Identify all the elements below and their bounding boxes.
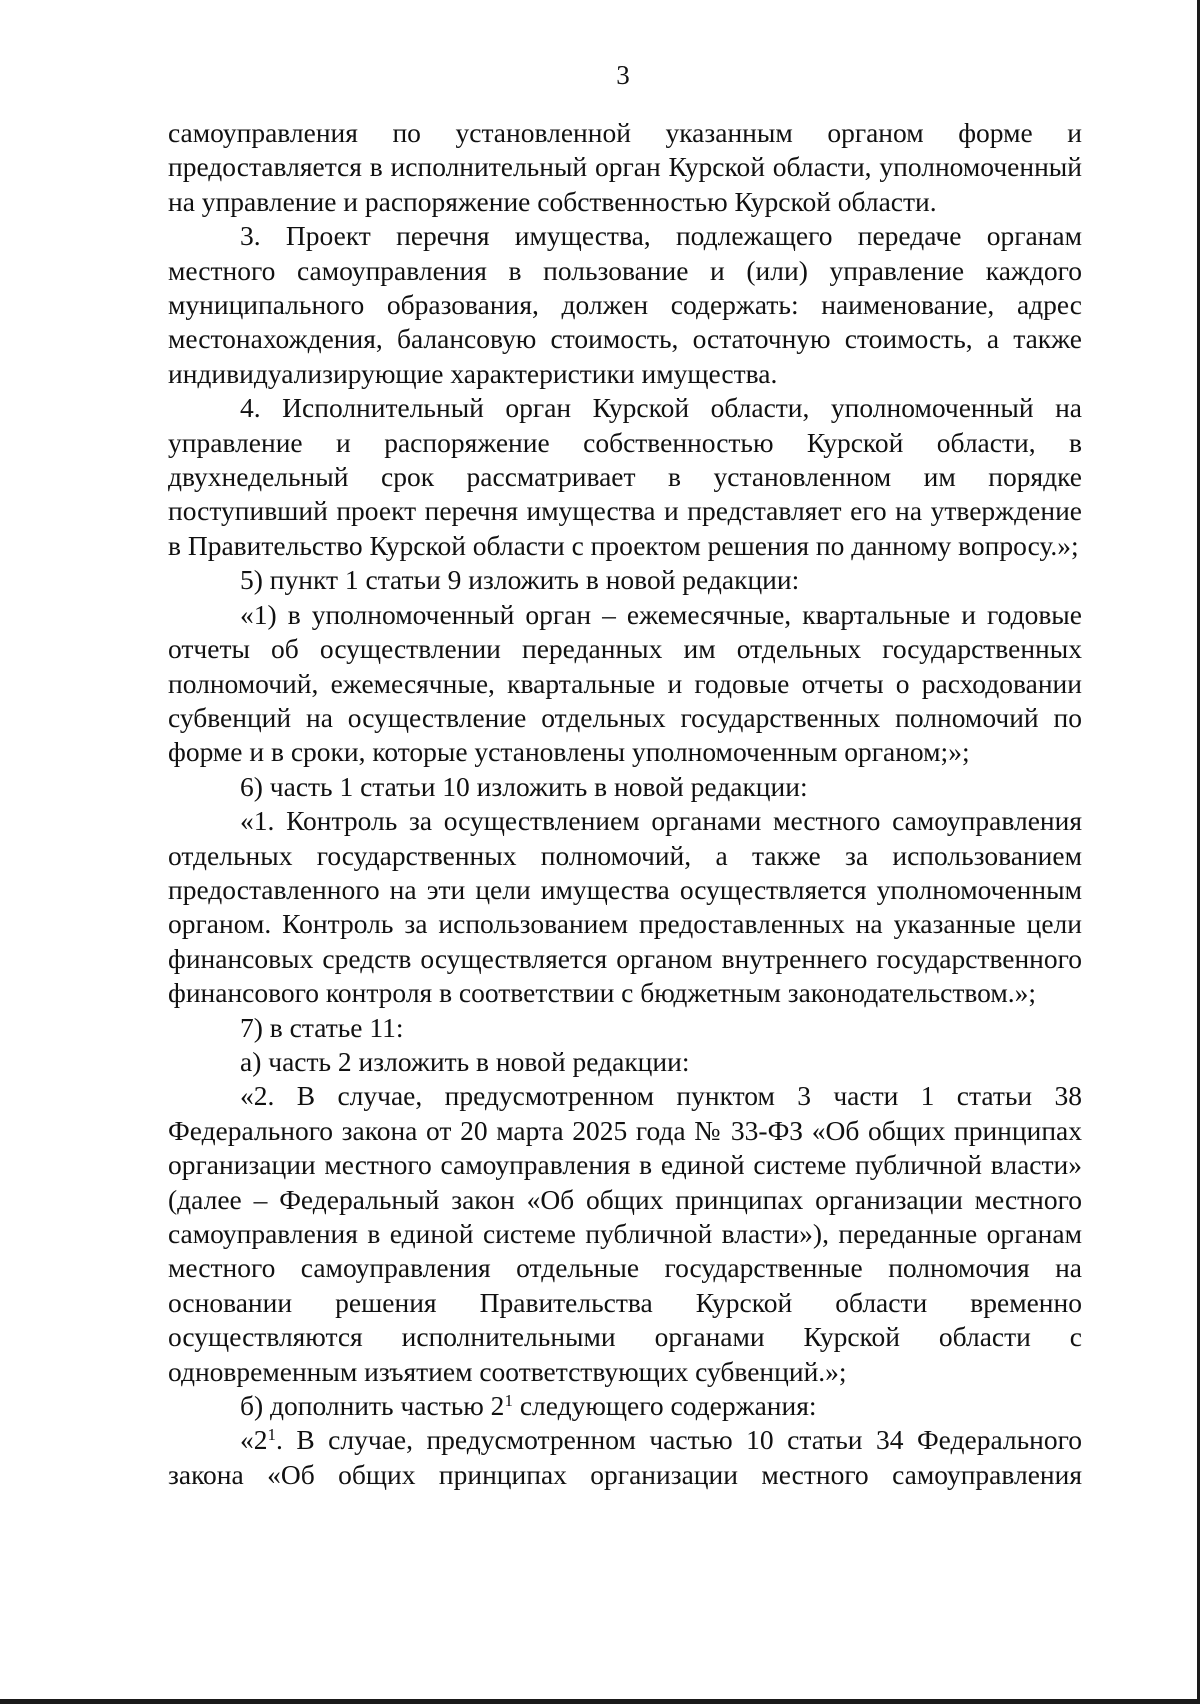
paragraph: «2. В случае, предусмотренном пунктом 3 части 1 статьи 38 Федерального закона от 20 марта 2025 года № 33-ФЗ «Об общих принципах организации местного самоуправления в единой системе публичной власти» (далее – Федеральный закон «Об общих принципах организации местного самоуправления в единой системе публичной власти»), переданные органам местного самоуправления отдельные государственные полномочия на основании решения Правительства Курской области временно осуществляются исполнительными органами Курской области с одновременным изъятием соответствующих субвенций.»; [168, 1080, 1082, 1387]
paragraph: «1. Контроль за осуществлением органами местного самоуправления отдельных государственных полномочий, а также за использованием предоставленного на эти цели имущества осуществляется уполномоченным органом. Контроль за использованием предоставленных на указанные цели финансовых средств осуществляется органом внутреннего государственного финансового контроля в соответствии с бюджетным законодательством.»; [168, 805, 1082, 1009]
paragraph [168, 1423, 1082, 1492]
paragraph: а) часть 2 изложить в новой редакции: [240, 1045, 690, 1077]
document-body [168, 116, 1082, 1492]
superscript: 1 [504, 1391, 513, 1411]
paragraph-text: следующего содержания: [512, 1390, 817, 1422]
paragraph: 5) пункт 1 статьи 9 изложить в новой редакции: [240, 564, 800, 596]
paragraph: «1) в уполномоченный орган – ежемесячные, квартальные и годовые отчеты об осуществлении переданных им отдельных государственных полномочий, ежемесячные, квартальные и годовые отчеты о расходовании субвенций на осуществление отдельных государственных полномочий по форме и в сроки, которые установлены уполномоченным органом;»; [168, 598, 1082, 768]
paragraph [168, 1389, 1082, 1423]
paragraph: 7) в статье 11: [240, 1011, 404, 1043]
paragraph: 4. Исполнительный орган Курской области, уполномоченный на управление и распоряжение собственностью Курской области, в двухнедельный срок рассматривает в установленном им порядке поступивший проект перечня имущества и представляет его на утверждение в Правительство Курской области с проектом решения по данному вопросу.»; [168, 392, 1082, 561]
paragraph-text: б) дополнить частью 2 [240, 1390, 505, 1422]
paragraph-text: . В случае, предусмотренном частью 10 статьи 34 Федерального закона «Об общих принципах организации местного самоуправления [168, 1424, 1082, 1490]
superscript: 1 [267, 1425, 276, 1445]
paragraph-text: «2 [240, 1424, 268, 1456]
paragraph: 6) часть 1 статьи 10 изложить в новой редакции: [240, 770, 808, 802]
page-number: 3 [616, 60, 630, 90]
paragraph: 3. Проект перечня имущества, подлежащего передаче органам местного самоуправления в пользование и (или) управление каждого муниципального образования, должен содержать: наименование, адрес местонахождения, балансовую стоимость, остаточную стоимость, а также индивидуализирующие характеристики имущества. [168, 220, 1082, 389]
paragraph: самоуправления по установленной указанным органом форме и предоставляется в исполнительный орган Курской области, уполномоченный на управление и распоряжение собственностью Курской области. [168, 117, 1082, 217]
scan-border-bottom [0, 1699, 1200, 1704]
